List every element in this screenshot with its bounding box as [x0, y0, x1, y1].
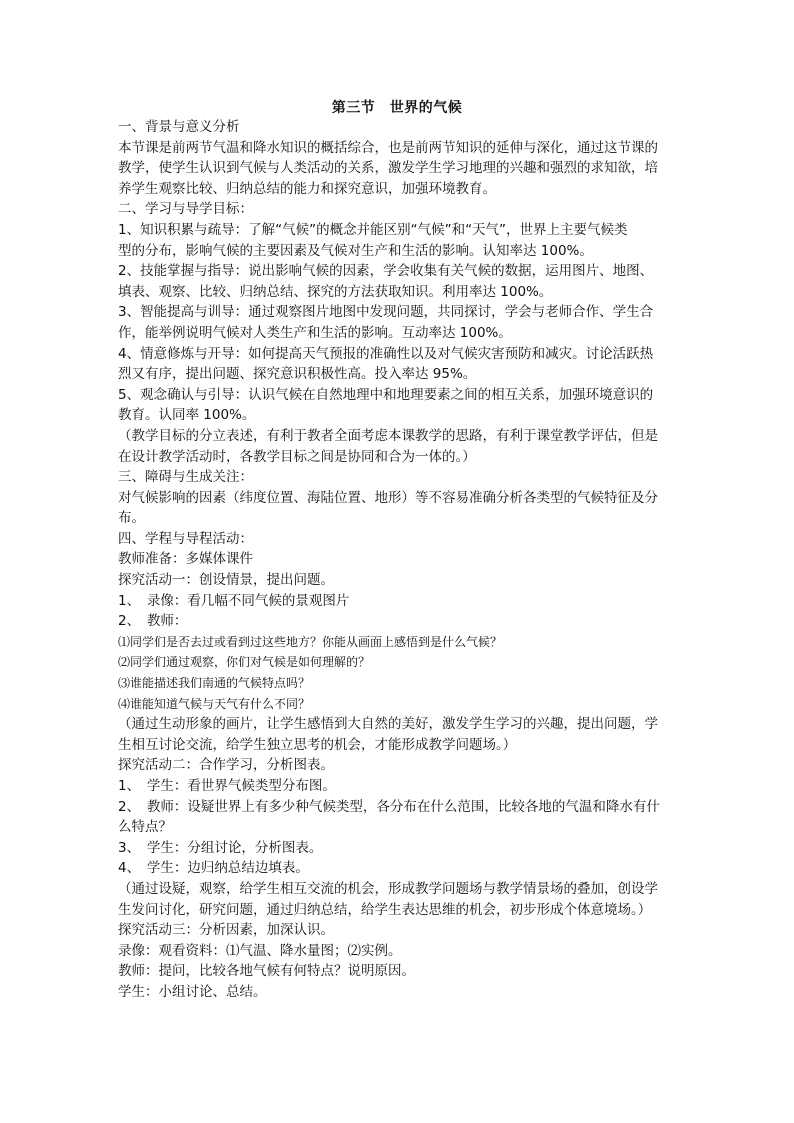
- list-item: 1、 录像：看几幅不同气候的景观图片: [118, 592, 350, 609]
- paragraph-line: 1、知识积累与疏导：了解“气候”的概念并能区别“气候”和“天气”，世界上主要气候类: [118, 221, 628, 238]
- question-item: ⑷谁能知道气候与天气有什么不同？: [118, 696, 311, 711]
- paragraph-line: 生发问讨化，研究问题，通过归纳总结，给学生表达思维的机会，初步形成个体意境场。）: [118, 901, 652, 918]
- paragraph-line: 录像：观看资料：⑴气温、降水量图；⑵实例。: [118, 942, 402, 959]
- section-heading: 四、学程与导程活动：: [118, 530, 253, 547]
- list-item: 4、 学生：边归纳总结边填表。: [118, 860, 309, 877]
- paragraph-line: 3、智能提高与训导：通过观察图片地图中发现问题，共同探讨，学会与老师合作、学生合: [118, 304, 654, 321]
- paragraph-line: 布。: [118, 510, 145, 527]
- list-item: 3、 学生：分组讨论，分析图表。: [118, 839, 323, 856]
- page-title: 第三节 世界的气候: [331, 100, 463, 116]
- list-item: 么特点？: [118, 819, 172, 836]
- paragraph-line: 养学生观察比较、归纳总结的能力和探究意识，加强环境教育。: [118, 180, 496, 197]
- paragraph-line: 教学，使学生认识到气候与人类活动的关系，激发学生学习地理的兴趣和强烈的求知欲，培: [118, 160, 658, 177]
- paragraph-line: 本节课是前两节气温和降水知识的概括综合，也是前两节知识的延伸与深化，通过这节课的: [118, 139, 658, 156]
- paragraph-line: 对气候影响的因素（纬度位置、海陆位置、地形）等不容易准确分析各类型的气候特征及分: [118, 489, 658, 506]
- paragraph-line: 教师：提问，比较各地气候有何特点？说明原因。: [118, 963, 415, 980]
- paragraph-line: 作，能举例说明气候对人类生产和生活的影响。互动率达 100%。: [118, 324, 512, 341]
- section-heading: 三、障碍与生成关注：: [118, 469, 253, 486]
- paragraph-line: 在设计教学活动时，各教学目标之间是协同和合为一体的。）: [118, 448, 476, 465]
- section-heading: 二、学习与导学目标：: [118, 201, 253, 218]
- paragraph-line: 填表、观察、比较、归纳总结、探究的方法获取知识。利用率达 100%。: [118, 283, 553, 300]
- question-item: ⑵同学们通过观察，你们对气候是如何理解的？: [118, 655, 371, 670]
- activity-heading: 探究活动二：合作学习，分析图表。: [118, 757, 334, 774]
- question-item: ⑶谁能描述我们南通的气候特点吗？: [118, 676, 311, 691]
- paragraph-line: 2、技能掌握与指导：说出影响气候的因素，学会收集有关气候的数据，运用图片、地图、: [118, 263, 654, 280]
- section-heading: 一、背景与意义分析: [118, 119, 240, 135]
- paragraph-line: 教育。认同率 100%。: [118, 407, 256, 424]
- paragraph-line: 生相互讨论交流，给学生独立思考的机会，才能形成教学问题场。）: [118, 736, 517, 753]
- paragraph-line: （教学目标的分立表述，有利于教者全面考虑本课教学的思路，有利于课堂教学评估，但是: [118, 427, 658, 444]
- paragraph-line: 5、观念确认与引导：认识气候在自然地理中和地理要素之间的相互关系，加强环境意识的: [118, 386, 654, 403]
- paragraph-line: （通过设疑，观察，给学生相互交流的机会，形成教学问题场与教学情景场的叠加，创设学: [118, 880, 658, 897]
- list-item: 2、 教师：: [118, 613, 188, 630]
- paragraph-line: 型的分布，影响气候的主要因素及气候对生产和生活的影响。认知率达 100%。: [118, 242, 593, 259]
- list-item: 1、 学生：看世界气候类型分布图。: [118, 778, 336, 794]
- document-body: [118, 117, 686, 1003]
- activity-heading: 探究活动一：创设情景，提出问题。: [118, 572, 334, 589]
- paragraph-line: （通过生动形象的画片，让学生感悟到大自然的美好，激发学生学习的兴趣，提出问题，学: [118, 716, 658, 733]
- paragraph-line: 学生：小组讨论、总结。: [118, 983, 267, 1000]
- activity-heading: 探究活动三：分析因素，加深认识。: [118, 922, 334, 939]
- paragraph-line: 教师准备：多媒体课件: [118, 551, 253, 568]
- paragraph-line: 4、情意修炼与开导：如何提高天气预报的准确性以及对气候灾害预防和减灾。讨论活跃热: [118, 345, 654, 362]
- question-item: ⑴同学们是否去过或看到过这些地方？你能从画面上感悟到是什么气候？: [118, 634, 503, 649]
- list-item: 2、 教师：设疑世界上有多少种气候类型，各分布在什么范围，比较各地的气温和降水有什: [118, 798, 660, 815]
- paragraph-line: 烈又有序，提出问题、探究意识积极性高。投入率达 95%。: [118, 366, 477, 383]
